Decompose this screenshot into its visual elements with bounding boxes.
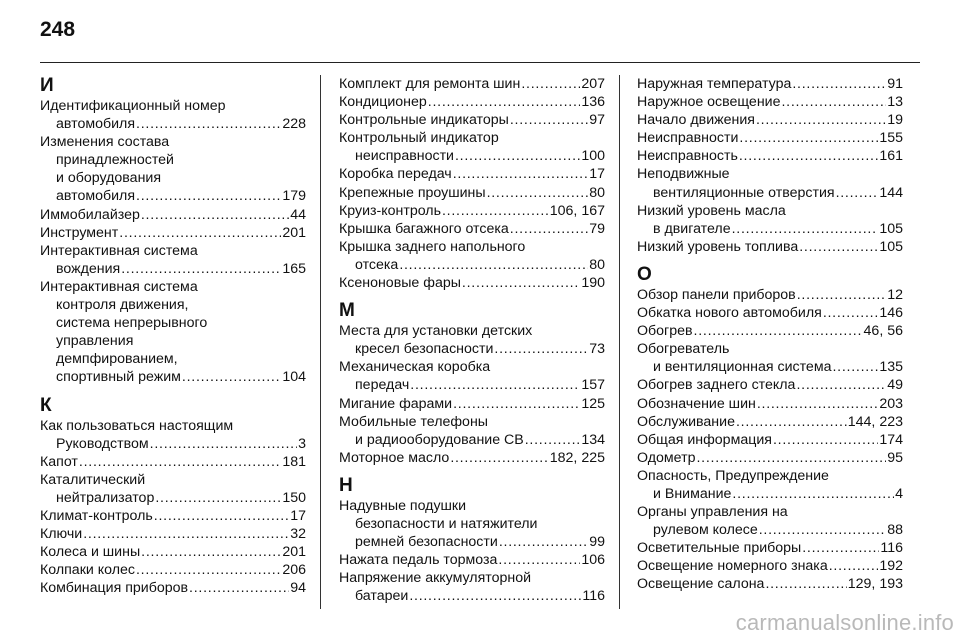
index-entry-text: Наружное освещение [637, 94, 781, 111]
index-entry [40, 579, 306, 597]
index-page-ref: 144, 223 [847, 413, 903, 430]
index-letter-heading: О [637, 263, 652, 285]
dot-leader [136, 187, 281, 205]
index-entry [339, 93, 605, 111]
index-entry [637, 431, 903, 449]
index-entry [339, 569, 605, 605]
index-page-ref: 146 [879, 305, 903, 322]
index-entry [40, 507, 306, 525]
index-entry-text: вождения [56, 260, 121, 277]
index-entry-text: Колеса и шины [40, 544, 141, 561]
index-letter-heading: К [40, 394, 52, 416]
index-entry-text: Наружная температура [637, 76, 792, 92]
index-entry [637, 93, 903, 111]
index-entry [339, 75, 605, 93]
column-divider [320, 75, 321, 609]
dot-leader [836, 184, 879, 202]
index-entry-text: передач [355, 377, 410, 394]
index-entry [637, 147, 903, 165]
index-entry [637, 539, 903, 557]
dot-leader [119, 224, 281, 242]
index-entry [40, 133, 306, 205]
index-entry [40, 453, 306, 471]
index-page-ref: 13 [887, 94, 903, 111]
index-entry-text: Обогрев [637, 323, 693, 340]
index-entry-text: Крепежные проушины [339, 184, 486, 201]
index-page-ref: 12 [887, 286, 903, 303]
index-entry [339, 413, 605, 449]
index-entry-text: Неисправности [637, 130, 739, 147]
dot-leader [525, 431, 581, 449]
dot-leader [399, 256, 588, 274]
index-entry [339, 111, 605, 129]
index-entry-text: Контрольный индикатор [339, 130, 499, 147]
index-entry [637, 129, 903, 147]
index-entry-text: Идентификационный номер [40, 98, 226, 114]
index-entry-text: Механическая коробка [339, 359, 491, 376]
dot-leader [739, 129, 878, 147]
index-page-ref: 19 [887, 112, 903, 129]
index-entry-text: Начало движения [637, 112, 755, 129]
index-entry-text: Одометр [637, 449, 696, 466]
index-entry-text: Изменения состава [40, 134, 170, 151]
index-page-ref: 157 [581, 377, 605, 394]
index-page-ref: 80 [589, 184, 605, 201]
index-page-ref: 99 [589, 534, 605, 551]
index-entry [637, 340, 903, 376]
index-entry-text: кресел безопасности [355, 341, 494, 358]
index-page-ref: 49 [887, 377, 903, 394]
dot-leader [799, 238, 878, 256]
index-column-1 [40, 75, 306, 597]
index-page-ref: 201 [282, 224, 306, 241]
index-page-ref: 179 [282, 188, 306, 205]
index-entry [637, 286, 903, 304]
index-page-ref: 182, 225 [549, 449, 605, 466]
index-page-ref: 44 [290, 206, 306, 223]
index-page-ref: 125 [581, 395, 605, 412]
index-entry-text: Общая информация [637, 431, 772, 448]
index-entry-text: Освещение салона [637, 576, 765, 593]
index-page-ref: 104 [282, 369, 306, 386]
index-entry [339, 129, 605, 165]
index-entry-text: рулевом колесе [653, 522, 758, 539]
index-entry-text: батареи [355, 588, 409, 605]
index-entry-text: Комбинация приборов [40, 580, 189, 597]
index-entry [637, 304, 903, 322]
index-page-ref: 135 [879, 359, 903, 376]
index-entry-text: Органы управления на [637, 504, 788, 521]
index-entry-text: Опасность, Предупреждение [637, 467, 829, 484]
index-page-ref: 79 [589, 220, 605, 237]
dot-leader [83, 525, 289, 543]
index-entry [339, 322, 605, 358]
index-page-ref: 207 [581, 76, 605, 92]
index-entry-text: Нажата педаль тормоза [339, 552, 498, 569]
dot-leader [796, 376, 886, 394]
dot-leader [498, 551, 580, 569]
index-entry-text: принадлежностей [56, 152, 174, 169]
index-entry [339, 184, 605, 202]
index-entry [637, 376, 903, 394]
index-entry [339, 358, 605, 394]
index-page-ref: 174 [879, 431, 903, 448]
index-entry [637, 413, 903, 431]
index-page-ref: 97 [589, 112, 605, 129]
dot-leader [765, 575, 846, 593]
index-entry-text: Обозначение шин [637, 395, 756, 412]
index-entry-text: Контрольные индикаторы [339, 112, 509, 129]
dot-leader [79, 453, 281, 471]
index-entry [339, 274, 605, 292]
dot-leader [756, 111, 886, 129]
index-entry [637, 165, 903, 201]
index-entry [637, 575, 903, 593]
index-letter-heading: И [40, 75, 54, 96]
index-entry [339, 449, 605, 467]
index-entry-text: неисправности [355, 148, 454, 165]
index-page-ref: 203 [879, 395, 903, 412]
dot-leader [442, 202, 549, 220]
index-page-ref: 106 [581, 552, 605, 569]
dot-leader [696, 449, 886, 467]
dot-leader [155, 489, 281, 507]
index-entry-text: Руководством [56, 435, 149, 452]
index-entry [40, 471, 306, 507]
index-entry-text: Обзор панели приборов [637, 286, 796, 303]
index-page-ref: 80 [589, 256, 605, 273]
index-entry [40, 543, 306, 561]
column-divider [619, 75, 620, 609]
dot-leader [736, 413, 847, 431]
dot-leader [428, 93, 581, 111]
index-entry-text: Круиз-контроль [339, 202, 441, 219]
index-entry [637, 75, 903, 93]
index-entry [40, 561, 306, 579]
dot-leader [797, 286, 886, 304]
index-entry-text: и радиооборудование СВ [355, 431, 524, 448]
dot-leader [494, 340, 588, 358]
index-page-ref: 91 [887, 76, 903, 92]
dot-leader [136, 115, 281, 133]
index-entry [637, 557, 903, 575]
dot-leader [141, 543, 281, 561]
index-entry-text: Мигание фарами [339, 395, 453, 412]
index-entry-text: Интерактивная система [40, 242, 198, 259]
index-entry-text: Каталитический [40, 471, 146, 488]
index-page-ref: 136 [581, 94, 605, 111]
index-entry-text: и оборудования [56, 170, 162, 187]
index-entry-text: Места для установки детских [339, 323, 533, 340]
index-entry [339, 165, 605, 183]
index-entry-text: демпфированием, [56, 351, 178, 368]
dot-leader [792, 75, 886, 93]
dot-leader [510, 220, 588, 238]
index-entry-text: Коробка передач [339, 166, 452, 183]
dot-leader [732, 485, 894, 503]
index-entry [40, 206, 306, 224]
index-entry-text: Климат-контроль [40, 507, 153, 524]
index-entry-text: Мобильные телефоны [339, 413, 488, 430]
index-entry-text: Крышка багажного отсека [339, 220, 509, 237]
index-entry [637, 238, 903, 256]
index-entry-text: Ксеноновые фары [339, 275, 461, 292]
index-entry [637, 467, 903, 503]
index-entry-text: Крышка заднего напольного [339, 238, 526, 255]
index-entry [637, 503, 903, 539]
index-page-ref: 95 [887, 449, 903, 466]
dot-leader [781, 93, 886, 111]
index-page-ref: 206 [282, 562, 306, 579]
index-entry-text: Обогреватель [637, 341, 730, 358]
dot-leader [499, 533, 588, 551]
index-entry-text: Моторное масло [339, 449, 450, 466]
index-entry-text: Интерактивная система [40, 278, 198, 295]
index-column-3 [637, 75, 903, 594]
dot-leader [773, 431, 878, 449]
dot-leader [455, 147, 580, 165]
index-page-ref: 165 [282, 260, 306, 277]
index-entry-text: и вентиляционная система [653, 359, 832, 376]
index-entry [339, 497, 605, 551]
dot-leader [121, 260, 281, 278]
dot-leader [739, 147, 878, 165]
dot-leader [450, 449, 548, 467]
index-page-ref: 73 [589, 341, 605, 358]
index-entry-text: Обогрев заднего стекла [637, 377, 796, 394]
index-entry [40, 242, 306, 278]
dot-leader [409, 587, 581, 605]
dot-leader [510, 111, 588, 129]
index-entry-text: Обкатка нового автомобиля [637, 305, 822, 322]
index-page-ref: 129, 193 [847, 576, 903, 593]
index-entry-text: система непрерывного [56, 315, 208, 332]
dot-leader [189, 579, 289, 597]
index-entry [339, 238, 605, 274]
index-entry-text: Кондиционер [339, 94, 427, 111]
index-entry [40, 278, 306, 387]
index-entry-text: и Внимание [653, 485, 732, 502]
index-entry-text: нейтрализатор [56, 489, 155, 506]
index-entry-text: управления [56, 333, 134, 350]
index-page-ref: 17 [589, 166, 605, 183]
dot-leader [410, 376, 580, 394]
dot-leader [154, 507, 289, 525]
index-entry-text: Капот [40, 453, 78, 470]
index-page-ref: 181 [282, 453, 306, 470]
index-entry [40, 224, 306, 242]
index-entry-text: спортивный режим [56, 369, 181, 386]
index-page-ref: 105 [879, 220, 903, 237]
index-entry-text: Осветительные приборы [637, 540, 802, 557]
index-entry-text: Низкий уровень топлива [637, 238, 799, 255]
dot-leader [759, 521, 886, 539]
index-page-ref: 134 [581, 431, 605, 448]
index-page-ref: 4 [895, 485, 903, 502]
index-entry-text: Колпаки колес [40, 562, 135, 579]
index-entry-text: Напряжение аккумуляторной [339, 570, 532, 587]
index-page-ref: 94 [290, 580, 306, 597]
index-page-ref: 116 [582, 588, 605, 605]
index-entry-text: Низкий уровень масла [637, 202, 786, 219]
watermark: carmanualsonline.info [735, 610, 954, 635]
index-entry-text: контроля движения, [56, 297, 189, 314]
index-entry-text: вентиляционные отверстия [653, 184, 835, 201]
index-letter-heading: М [339, 300, 355, 322]
index-page-ref: 192 [879, 558, 903, 575]
index-entry [339, 220, 605, 238]
index-entry-text: в двигателе [653, 220, 731, 237]
index-entry-text: автомобиля [56, 116, 136, 133]
index-entry [339, 551, 605, 569]
index-page-ref: 46, 56 [863, 323, 903, 340]
index-entry-text: Ключи [40, 526, 83, 543]
index-letter-heading: Н [339, 474, 353, 496]
index-entry-text: Неисправность [637, 148, 738, 165]
index-entry-text: Комплект для ремонта шин [339, 76, 521, 92]
dot-leader [829, 557, 879, 575]
dot-leader [136, 561, 281, 579]
index-entry [40, 97, 306, 133]
dot-leader [802, 539, 879, 557]
index-column-2 [339, 75, 605, 605]
index-entry-text: ремней безопасности [355, 534, 498, 551]
dot-leader [694, 322, 863, 340]
index-entry [637, 202, 903, 238]
index-page-ref: 106, 167 [549, 202, 605, 219]
index-page-ref: 161 [879, 148, 903, 165]
index-entry [40, 525, 306, 543]
index-entry [637, 111, 903, 129]
index-entry-text: Иммобилайзер [40, 206, 140, 223]
index-entry [339, 202, 605, 220]
index-entry-text: Неподвижные [637, 166, 730, 183]
index-page-ref: 155 [879, 130, 903, 147]
dot-leader [487, 184, 589, 202]
index-page-ref: 228 [282, 116, 306, 133]
dot-leader [823, 304, 879, 322]
dot-leader [453, 165, 589, 183]
dot-leader [150, 435, 297, 453]
index-page-ref: 105 [879, 238, 903, 255]
index-entry-text: отсека [355, 256, 399, 273]
dot-leader [732, 220, 879, 238]
page-number: 248 [40, 18, 76, 41]
index-page-ref: 190 [581, 275, 605, 292]
index-entry-text: Надувные подушки [339, 497, 467, 514]
dot-leader [521, 75, 580, 93]
index-entry-text: Инструмент [40, 224, 119, 241]
index-entry-text: Освещение номерного знака [637, 558, 828, 575]
dot-leader [757, 395, 879, 413]
index-entry [637, 395, 903, 413]
index-page-ref: 144 [879, 184, 903, 201]
index-page-ref: 3 [298, 435, 306, 452]
index-entry [40, 417, 306, 453]
index-page-ref: 17 [290, 507, 306, 524]
dot-leader [832, 358, 878, 376]
index-page-ref: 32 [290, 526, 306, 543]
index-entry-text: автомобиля [56, 188, 136, 205]
index-page-ref: 150 [282, 489, 306, 506]
dot-leader [141, 206, 289, 224]
index-page-ref: 201 [282, 544, 306, 561]
index-page-ref: 116 [880, 540, 903, 557]
dot-leader [453, 395, 580, 413]
index-entry-text: Как пользоваться настоящим [40, 417, 234, 434]
index-entry-text: Обслуживание [637, 413, 735, 430]
header-rule [40, 62, 920, 63]
index-entry [637, 322, 903, 340]
index-entry [637, 449, 903, 467]
index-entry [339, 395, 605, 413]
dot-leader [462, 274, 580, 292]
index-page-ref: 100 [581, 148, 605, 165]
index-entry-text: безопасности и натяжители [355, 515, 538, 532]
dot-leader [182, 368, 281, 386]
index-page-ref: 88 [887, 522, 903, 539]
